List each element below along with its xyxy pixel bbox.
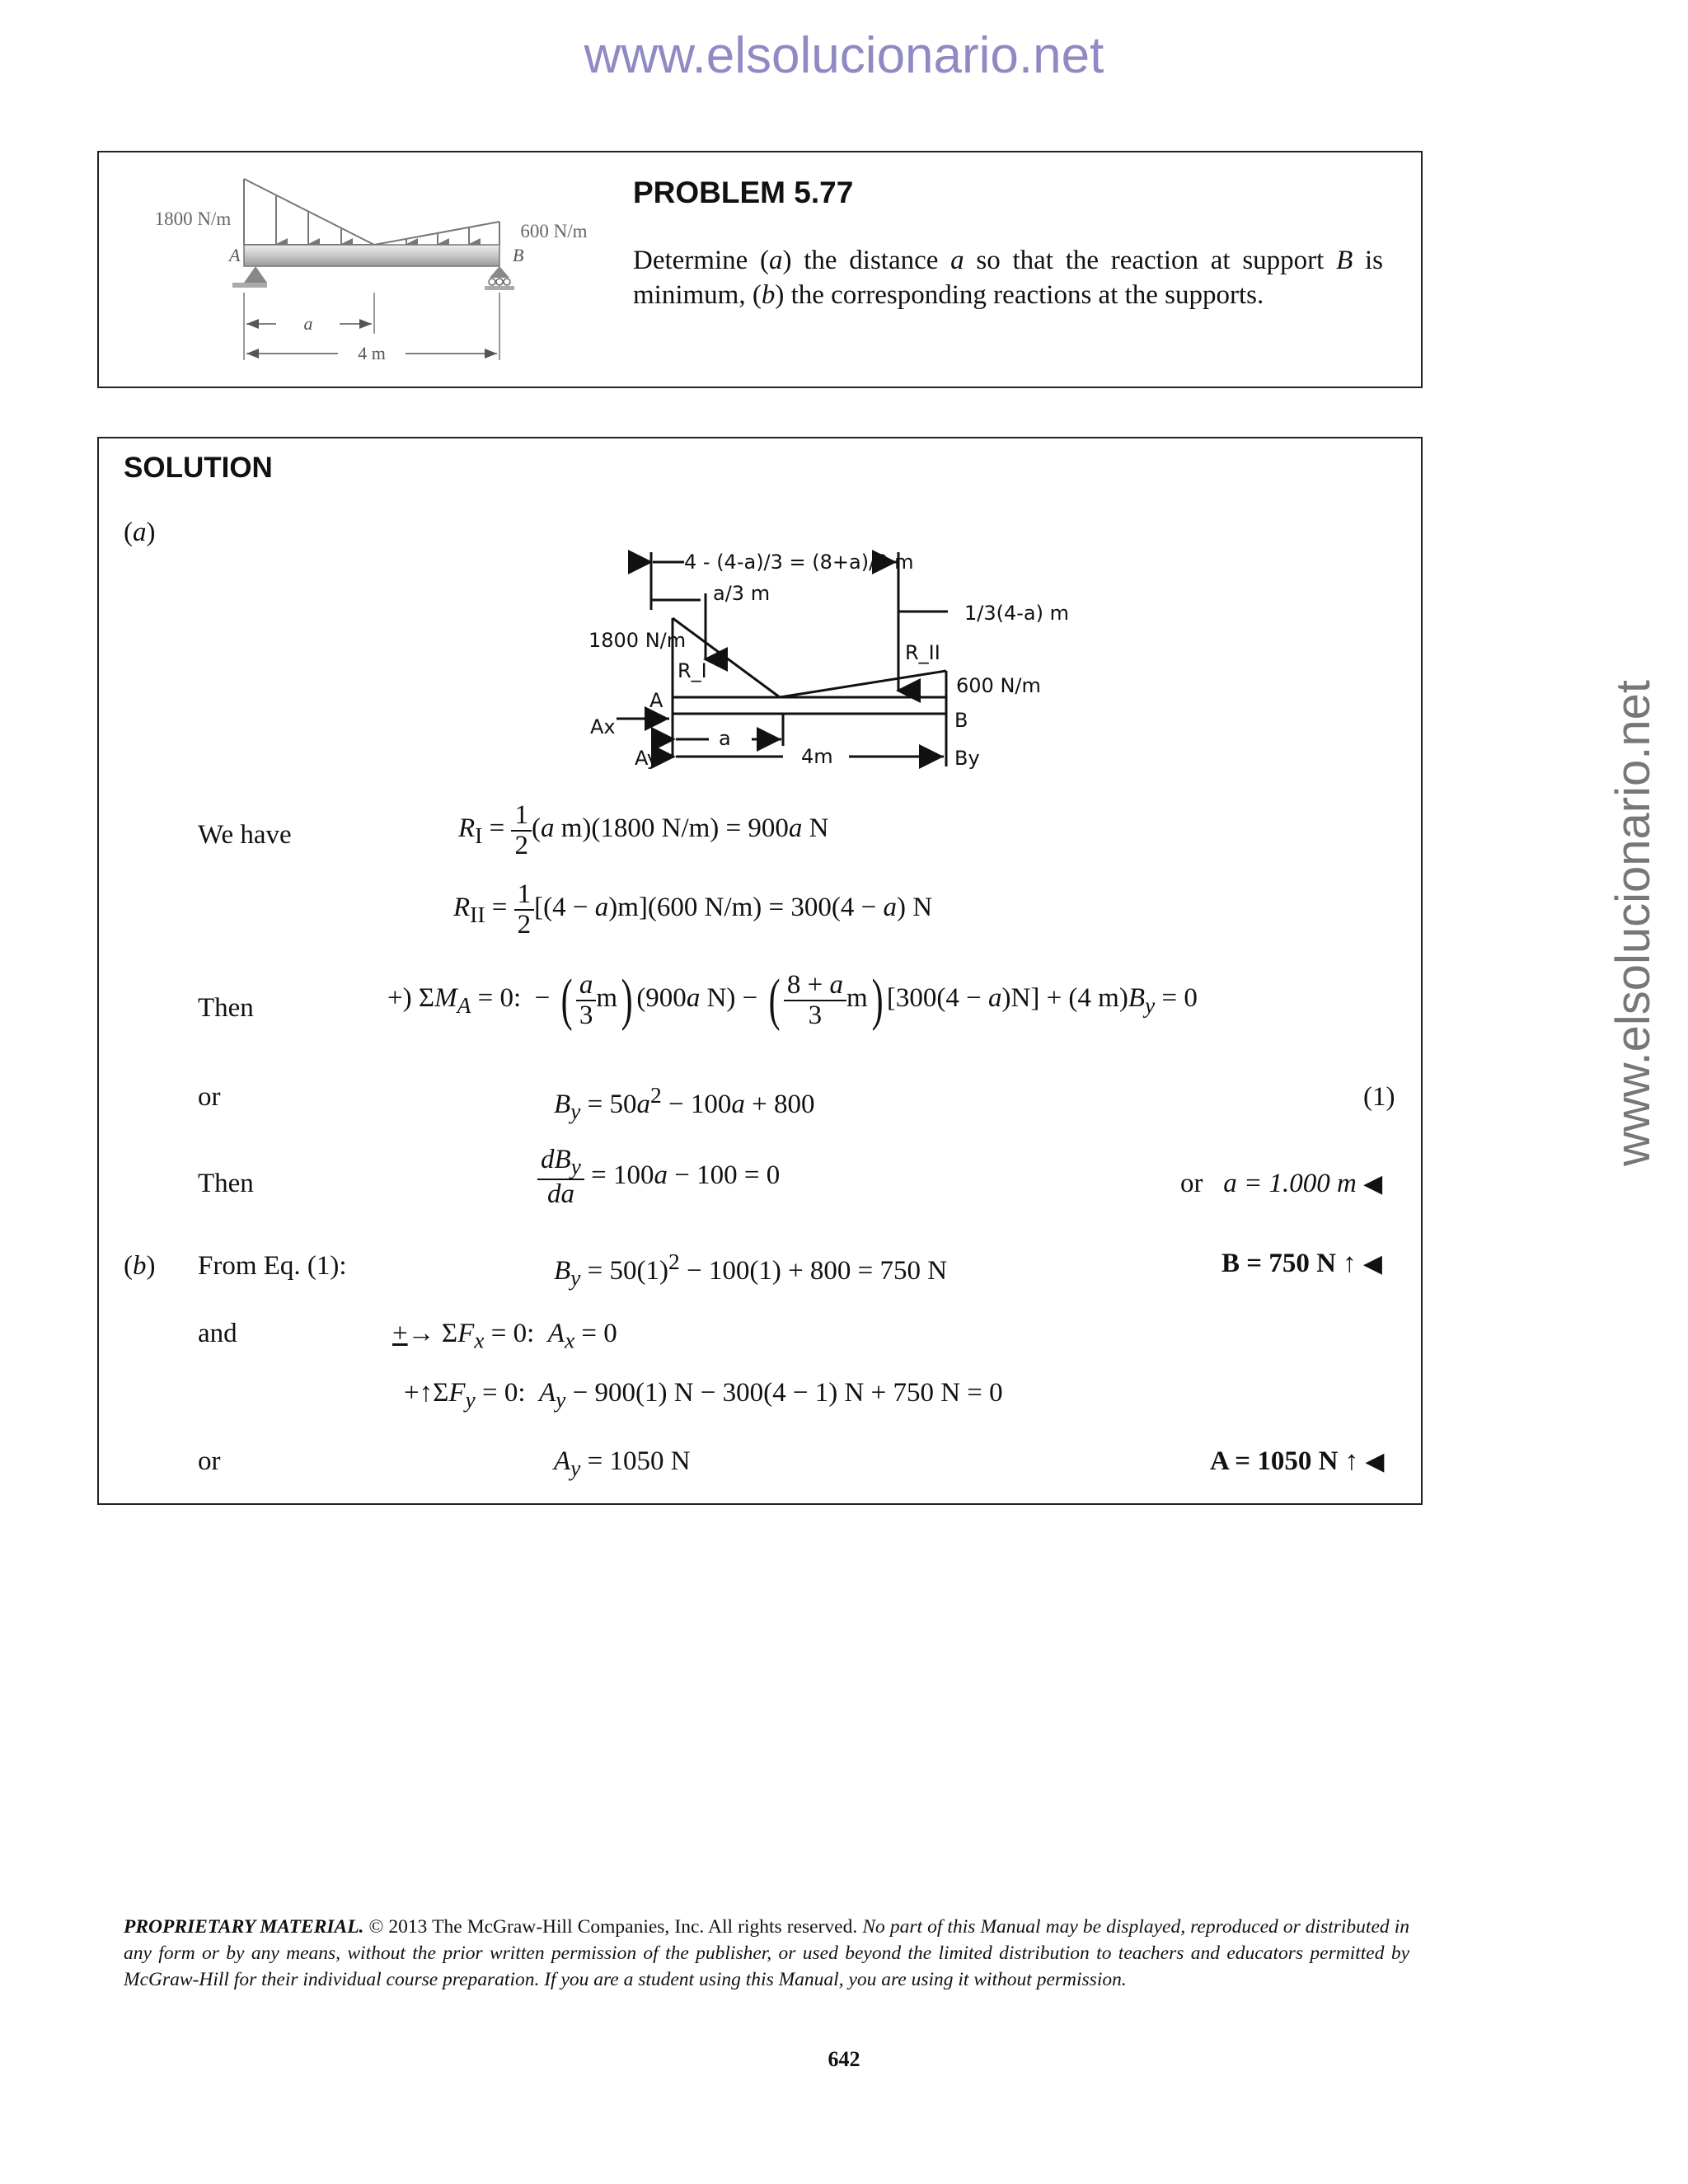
solution-sketch — [577, 544, 1121, 783]
sketch-load-left: 1800 N/m — [588, 629, 687, 652]
sketch-r1: R_I — [678, 659, 707, 682]
eq-moment-a: +) $\Sigma M_A = 0$: − ( $\frac{a}{3}$ m) (900a N) − ( $\frac{8 + a}{3}$ m) [300(4 − a)N] + (4 $m)B_y = 0$ — [387, 968, 1198, 1032]
footer-notice: PROPRIETARY MATERIAL. © 2013 The McGraw-Hill Companies, Inc. All rights reserved. No part of this Manual may be displayed, reproduced or distributed in any form or by any means, without the prior written permission of the publisher, or used beyond the limited distribution to teachers and educators permitted by McGraw-Hill for their individual course preparation. If you are a student using this Manual, you are using it without permission. — [124, 1916, 1409, 1990]
eq-derivative: $\frac{dB_y}{da}$ = 100a − 100 = 0 — [537, 1146, 780, 1209]
sketch-ay: Ay — [635, 747, 659, 770]
fig-label-a: A — [229, 245, 241, 265]
sketch-top-dim: 4 - (4-a)/3 = (8+a)/3 m — [684, 551, 914, 574]
eq-ay-value: $A_y = 1050$ N — [554, 1446, 691, 1481]
watermark-side[interactable]: www.elsolucionario.net — [1606, 680, 1660, 1166]
result-b: B = 750 N ↑ ◀ — [1221, 1249, 1382, 1278]
problem-title: PROBLEM 5.77 — [633, 176, 854, 209]
eq-by: $B_y = 50a^2 - 100a + 800$ — [554, 1082, 815, 1124]
problem-text: Determine (a) the distance a so that the reaction at support B is minimum, (b) the corresponding reactions at the supports. — [633, 246, 1383, 310]
label-and: and — [198, 1319, 237, 1348]
sketch-r2: R_II — [905, 641, 940, 664]
part-b-label: (b) — [124, 1251, 156, 1281]
eq-sum-fx: +→ $\Sigma F_x = 0$: $A_x = 0$ — [392, 1319, 617, 1353]
eq-number-1: (1) — [1363, 1082, 1395, 1112]
label-then-2: Then — [198, 1169, 254, 1198]
fig-load-right: 600 N/m — [520, 221, 588, 241]
sketch-by: By — [954, 747, 980, 770]
sketch-dim-4m: 4m — [801, 745, 833, 768]
sketch-dim-a: a — [719, 727, 731, 750]
sketch-b: B — [954, 709, 968, 732]
problem-figure — [132, 169, 692, 375]
sketch-dim-right: 1/3(4-a) m — [964, 602, 1069, 625]
solution-title: SOLUTION — [124, 452, 273, 484]
label-we-have: We have — [198, 820, 292, 850]
watermark-top[interactable]: www.elsolucionario.net — [584, 27, 1104, 84]
sketch-ax: Ax — [590, 715, 616, 738]
eq-by-value: $B_y = 50(1)^2 - 100(1) + 800 = 750$ N — [554, 1249, 948, 1291]
result-a-reaction: A = 1050 N ↑ ◀ — [1210, 1446, 1385, 1476]
part-a-label: (a) — [124, 518, 156, 547]
eq-sum-fy: $+↑\Sigma F_y = 0$: $A_y - 900(1) N - 300(4 - 1) N + 750$ N = 0 — [404, 1378, 1003, 1413]
sketch-load-right: 600 N/m — [956, 674, 1041, 697]
fig-label-b: B — [513, 245, 524, 265]
fig-dim-total: 4 m — [358, 343, 386, 363]
eq-r2: $R_{II}$ = $\frac{1}{2}$ [(4 − a)m](600 N/m) = 300(4 − a) N — [453, 879, 933, 940]
result-a: or a = 1.000 m ◀ — [1180, 1169, 1383, 1198]
page-number: 642 — [828, 2047, 860, 2071]
label-or-1: or — [198, 1082, 221, 1112]
sketch-a: A — [649, 689, 663, 712]
fig-dim-a: a — [303, 313, 313, 334]
problem-box — [97, 151, 1423, 388]
fig-load-left: 1800 N/m — [154, 209, 232, 229]
label-then-1: Then — [198, 993, 254, 1023]
label-or-2: or — [198, 1446, 221, 1476]
eq-r1: $R_I$ = $\frac{1}{2}$ (a m)(1800 N/m) = 900a N — [458, 800, 829, 860]
sketch-dim-a3: a/3 m — [713, 582, 771, 605]
label-from-eq: From Eq. (1): — [198, 1251, 347, 1281]
